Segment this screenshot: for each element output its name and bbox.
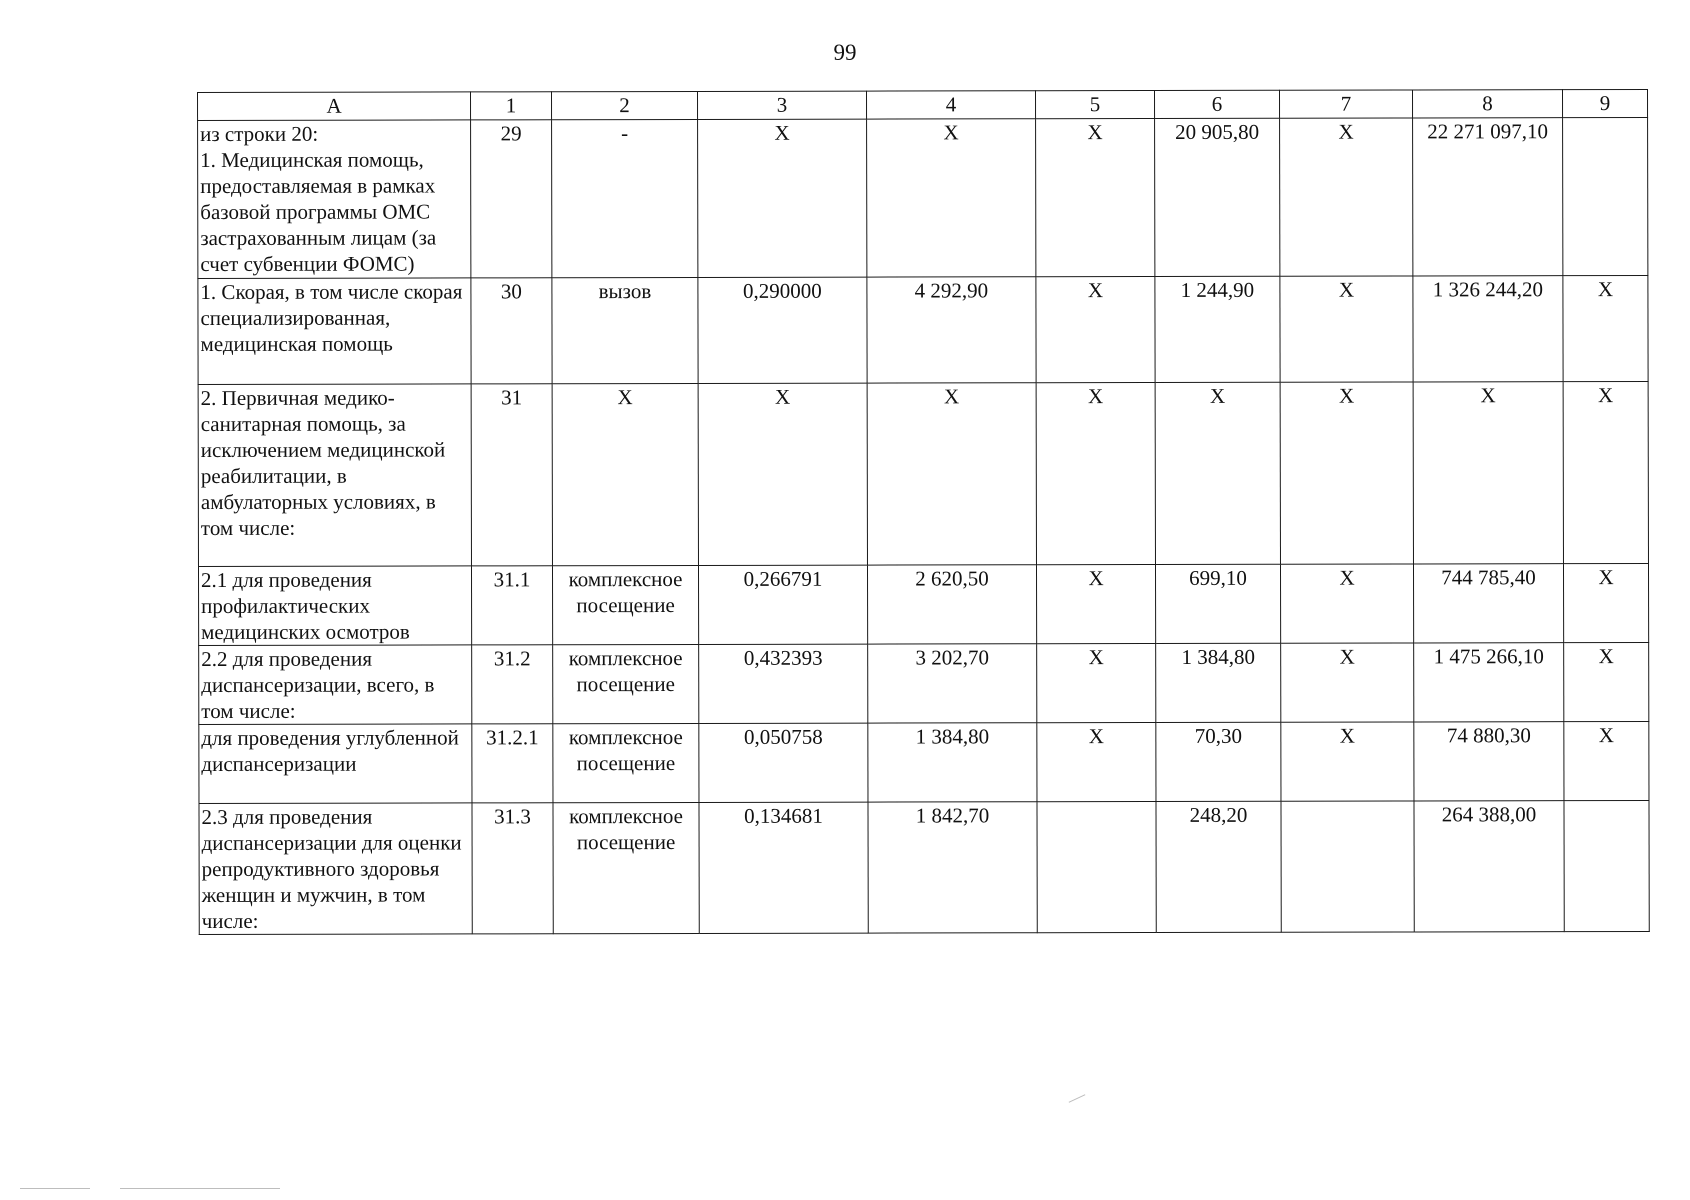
unit-cell: - (552, 119, 698, 277)
table-cell: Х (1413, 382, 1563, 564)
table-cell: Х (1037, 643, 1156, 722)
column-header: 3 (697, 91, 866, 119)
table-cell: 0,266791 (698, 565, 867, 644)
table-cell: 0,134681 (699, 802, 868, 933)
table-cell: Х (1564, 721, 1649, 800)
column-header: 9 (1562, 89, 1647, 117)
table-cell: Х (698, 383, 867, 565)
column-header: 2 (552, 91, 698, 119)
table-cell: 1 326 244,20 (1413, 276, 1563, 382)
table-cell (1563, 117, 1648, 275)
row-label: 2. Первичная медико-санитарная помощь, за исключением медицинской реабилитации, в амбулаторных условиях, в том числе: (198, 384, 471, 567)
table-cell: Х (1036, 118, 1155, 276)
table-row (198, 563, 1648, 645)
table-cell: 0,290000 (698, 277, 867, 383)
table-cell: 0,050758 (699, 723, 868, 802)
table-cell: 0,432393 (699, 644, 868, 723)
table-cell: Х (1036, 382, 1155, 564)
table-cell: Х (1564, 642, 1649, 721)
table-cell: 744 785,40 (1413, 564, 1563, 643)
table-cell: Х (1280, 276, 1413, 382)
table-cell: Х (1563, 275, 1648, 381)
table-cell: Х (867, 383, 1036, 565)
table-row (199, 642, 1649, 724)
table-cell: Х (1280, 118, 1413, 276)
row-code-cell: 29 (471, 120, 552, 278)
table-cell: 1 384,80 (1156, 643, 1281, 722)
header-row (198, 89, 1648, 120)
row-code-cell: 31.2.1 (472, 724, 553, 803)
row-code-cell: 31.3 (472, 803, 553, 934)
row-code-cell: 31.1 (471, 566, 552, 645)
row-label: для проведения углубленной диспансеризации (199, 724, 472, 804)
table-cell: 248,20 (1156, 801, 1281, 932)
column-header: 7 (1279, 90, 1412, 118)
table-cell: 3 202,70 (868, 644, 1037, 723)
row-code-cell: 31 (471, 384, 552, 566)
table-cell: Х (1563, 563, 1648, 642)
row-code-cell: 31.2 (472, 645, 553, 724)
table-row (199, 800, 1649, 934)
table-cell (1564, 800, 1649, 931)
column-header: 6 (1154, 90, 1279, 118)
table-row (198, 117, 1648, 278)
table-cell: 1 842,70 (868, 802, 1037, 933)
table-row (198, 275, 1648, 384)
unit-cell: комплексное посещение (553, 723, 699, 802)
table-cell: Х (1280, 564, 1413, 643)
table-cell: 1 475 266,10 (1414, 643, 1564, 722)
scan-artifact (120, 1188, 280, 1189)
scan-artifact (1069, 1094, 1086, 1103)
column-header: 5 (1035, 90, 1154, 118)
scan-artifact (20, 1188, 90, 1189)
table-cell: Х (1280, 382, 1413, 564)
row-label: из строки 20: 1. Медицинская помощь, предоставляемая в рамках базовой программы ОМС застрахованным лицам (за счет субвенции ФОМС) (198, 120, 471, 279)
column-header: 4 (866, 91, 1035, 119)
row-code-cell: 30 (471, 278, 552, 384)
table-row (198, 381, 1648, 566)
column-header: 8 (1412, 90, 1562, 118)
table-cell: Х (1036, 276, 1155, 382)
table-cell: Х (867, 119, 1036, 277)
column-header: А (198, 92, 471, 121)
unit-cell: комплексное посещение (553, 802, 699, 933)
table-cell: 1 384,80 (868, 723, 1037, 802)
row-label: 2.1 для проведения профилактических медицинских осмотров (198, 566, 471, 646)
table-cell: Х (1281, 722, 1414, 801)
table-cell: Х (698, 119, 867, 277)
table-cell: Х (1281, 643, 1414, 722)
table-cell: 699,10 (1155, 564, 1280, 643)
table-cell: 2 620,50 (867, 565, 1036, 644)
table-cell: 264 388,00 (1414, 801, 1564, 932)
row-label: 2.2 для проведения диспансеризации, всего, в том числе: (199, 645, 472, 725)
table-cell: 22 271 097,10 (1413, 118, 1563, 276)
unit-cell: комплексное посещение (553, 644, 699, 723)
column-header: 1 (471, 92, 552, 120)
table-cell: 1 244,90 (1155, 276, 1280, 382)
table-cell: 4 292,90 (867, 277, 1036, 383)
table-cell: Х (1037, 722, 1156, 801)
row-label: 1. Скорая, в том числе скорая специализированная, медицинская помощь (198, 278, 471, 385)
data-table (197, 89, 1650, 935)
unit-cell: вызов (552, 277, 698, 383)
unit-cell: Х (552, 383, 698, 565)
page-number: 99 (833, 40, 857, 65)
row-label: 2.3 для проведения диспансеризации для оценки репродуктивного здоровья женщин и мужчин, в том числе: (199, 803, 472, 935)
table-cell: 74 880,30 (1414, 722, 1564, 801)
table-cell: 70,30 (1156, 722, 1281, 801)
table-cell: Х (1155, 382, 1280, 564)
table-cell: 20 905,80 (1155, 118, 1280, 276)
table-row (199, 721, 1649, 803)
table-cell (1281, 801, 1414, 932)
unit-cell: комплексное посещение (552, 565, 698, 644)
table-cell: Х (1563, 381, 1648, 563)
table-cell: Х (1036, 564, 1155, 643)
table-cell (1037, 801, 1156, 932)
